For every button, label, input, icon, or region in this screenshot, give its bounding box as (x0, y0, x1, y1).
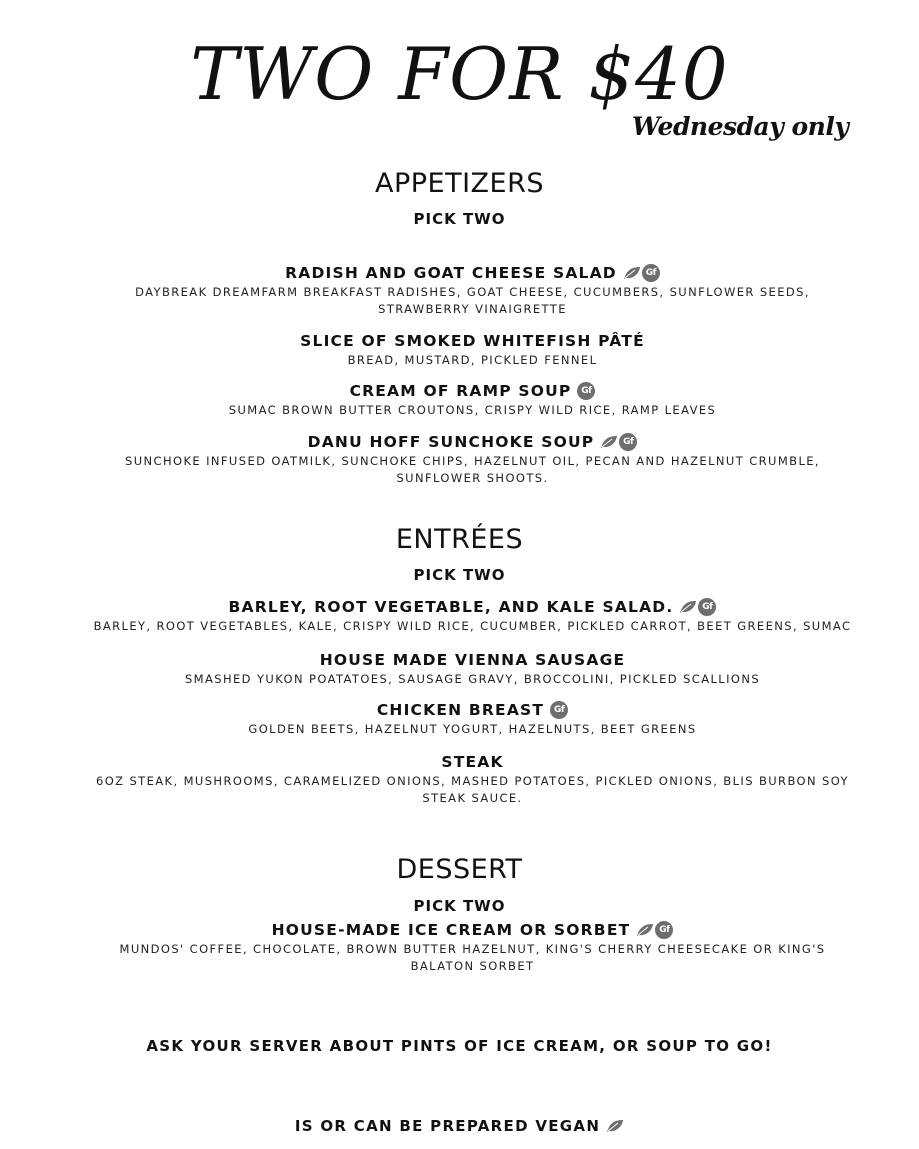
diet-icons (550, 701, 568, 719)
leaf-icon (600, 435, 618, 449)
ask-server-note: ASK YOUR SERVER ABOUT PINTS OF ICE CREAM, OR SOUP TO GO! (146, 1037, 773, 1055)
item-name: HOUSE-MADE ICE CREAM OR SORBET (271, 921, 631, 939)
item-description: 6OZ STEAK, MUSHROOMS, CARAMELIZED ONIONS, MASHED POTATOES, PICKLED ONIONS, BLIS BURBON SOY STEAK SAUCE. (95, 774, 849, 805)
vegan-legend (0, 1117, 919, 1135)
menu-item (90, 650, 855, 688)
item-description: SUMAC BROWN BUTTER CROUTONS, CRISPY WILD RICE, RAMP LEAVES (228, 403, 717, 417)
gf-icon: Gf (619, 433, 637, 451)
leaf-icon (606, 1119, 624, 1133)
diet-icons (636, 921, 673, 939)
leaf-icon (623, 266, 641, 280)
item-description: SUNCHOKE INFUSED OATMILK, SUNCHOKE CHIPS, HAZELNUT OIL, PECAN AND HAZELNUT CRUMBLE, SUNFLOWER SHOOTS. (125, 454, 820, 485)
item-name: SLICE OF SMOKED WHITEFISH PÂTÉ (300, 332, 645, 350)
item-name: DANU HOFF SUNCHOKE SOUP (307, 433, 595, 451)
gf-icon: Gf (550, 701, 568, 719)
menu-item (90, 597, 855, 635)
diet-icons (679, 598, 716, 616)
dessert-heading: DESSERT (396, 854, 523, 885)
diet-icons (600, 433, 637, 451)
appetizers-pick: PICK TWO (413, 210, 506, 228)
item-description: DAYBREAK DREAMFARM BREAKFAST RADISHES, GOAT CHEESE, CUCUMBERS, SUNFLOWER SEEDS, STRAWBERRY VINAIGRETTE (135, 285, 810, 316)
item-description: SMASHED YUKON POATATOES, SAUSAGE GRAVY, BROCCOLINI, PICKLED SCALLIONS (184, 672, 761, 686)
menu-item (90, 331, 855, 369)
vegan-legend-text: IS OR CAN BE PREPARED VEGAN (294, 1117, 601, 1135)
item-name-row (320, 650, 626, 670)
entrees-pick: PICK TWO (413, 566, 506, 584)
item-name-row (272, 920, 674, 940)
gf-icon: Gf (698, 598, 716, 616)
item-description: MUNDOS' COFFEE, CHOCOLATE, BROWN BUTTER HAZELNUT, KING'S CHERRY CHEESECAKE OR KING'S BALATON SORBET (119, 942, 826, 973)
item-name-row (308, 432, 638, 452)
item-name-row (350, 381, 596, 401)
appetizers-heading: APPETIZERS (374, 168, 544, 199)
menu-item (90, 700, 855, 738)
menu-item (90, 432, 855, 487)
menu-item (90, 920, 855, 975)
item-name: CREAM OF RAMP SOUP (349, 382, 572, 400)
gf-icon: Gf (577, 382, 595, 400)
dessert-pick: PICK TWO (413, 897, 506, 915)
gf-icon: Gf (642, 264, 660, 282)
vegan-legend-row (295, 1117, 624, 1135)
gf-icon: Gf (655, 921, 673, 939)
item-description: BREAD, MUSTARD, PICKLED FENNEL (347, 353, 598, 367)
leaf-icon (636, 923, 654, 937)
item-name: RADISH AND GOAT CHEESE SALAD (285, 264, 617, 282)
leaf-icon (679, 600, 697, 614)
item-description: GOLDEN BEETS, HAZELNUT YOGURT, HAZELNUTS, BEET GREENS (248, 722, 697, 736)
item-description: BARLEY, ROOT VEGETABLES, KALE, CRISPY WILD RICE, CUCUMBER, PICKLED CARROT, BEET GREENS, SUMAC (93, 619, 852, 633)
diet-icons (577, 382, 595, 400)
item-name-row (441, 752, 503, 772)
page-title: TWO FOR $40 (190, 32, 729, 116)
item-name-row (229, 597, 717, 617)
entrees-heading: ENTRÉES (395, 524, 524, 555)
menu-item (90, 752, 855, 807)
item-name: HOUSE MADE VIENNA SAUSAGE (319, 651, 626, 669)
page-subtitle: Wednesday only (632, 112, 849, 141)
item-name-row (300, 331, 645, 351)
item-name: BARLEY, ROOT VEGETABLE, AND KALE SALAD. (228, 598, 674, 616)
menu-item (90, 263, 855, 318)
item-name: CHICKEN BREAST (376, 701, 545, 719)
item-name: STEAK (441, 753, 504, 771)
item-name-row (377, 700, 568, 720)
diet-icons (623, 264, 660, 282)
item-name-row (285, 263, 660, 283)
menu-item (90, 381, 855, 419)
